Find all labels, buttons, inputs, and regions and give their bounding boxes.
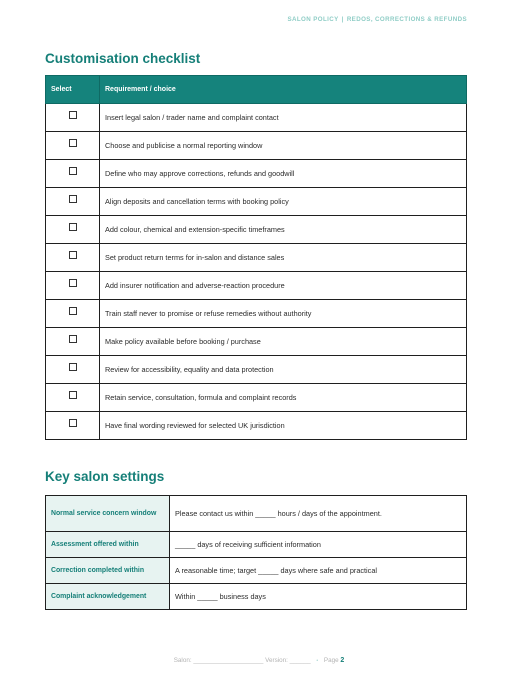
checklist-body <box>46 104 467 440</box>
checklist-row <box>46 104 467 132</box>
select-cell <box>46 356 100 384</box>
checklist-row <box>46 328 467 356</box>
select-cell <box>46 384 100 412</box>
checklist-row <box>46 384 467 412</box>
requirement-text: Insert legal salon / trader name and complaint contact <box>100 104 467 132</box>
setting-value: A reasonable time; target _____ days where safe and practical <box>170 558 467 584</box>
requirement-text: Choose and publicise a normal reporting window <box>100 132 467 160</box>
requirement-text: Set product return terms for in-salon and distance sales <box>100 244 467 272</box>
select-cell <box>46 300 100 328</box>
checklist-row <box>46 300 467 328</box>
checkbox-icon[interactable] <box>69 167 77 175</box>
checkbox-icon[interactable] <box>69 251 77 259</box>
requirement-text: Retain service, consultation, formula and complaint records <box>100 384 467 412</box>
checklist-row <box>46 216 467 244</box>
select-cell <box>46 216 100 244</box>
checklist-row <box>46 160 467 188</box>
setting-label: Complaint acknowledgement <box>46 584 170 610</box>
settings-row <box>46 558 467 584</box>
checklist-row <box>46 188 467 216</box>
footer-bullet: • <box>316 658 319 664</box>
requirement-text: Align deposits and cancellation terms with booking policy <box>100 188 467 216</box>
requirement-text: Make policy available before booking / purchase <box>100 328 467 356</box>
requirement-text: Add insurer notification and adverse-reaction procedure <box>100 272 467 300</box>
page-footer <box>0 657 518 664</box>
checkbox-icon[interactable] <box>69 279 77 287</box>
header-right: REDOS, CORRECTIONS & REFUNDS <box>346 16 467 23</box>
checklist-row <box>46 356 467 384</box>
checkbox-icon[interactable] <box>69 111 77 119</box>
footer-page-number: 2 <box>340 657 345 664</box>
setting-label: Assessment offered within <box>46 532 170 558</box>
settings-body <box>46 496 467 610</box>
select-column-header: Select <box>46 76 100 104</box>
requirement-text: Add colour, chemical and extension-specific timeframes <box>100 216 467 244</box>
select-cell <box>46 188 100 216</box>
requirement-text: Review for accessibility, equality and data protection <box>100 356 467 384</box>
setting-label: Normal service concern window <box>46 496 170 532</box>
checkbox-icon[interactable] <box>69 307 77 315</box>
requirement-text: Train staff never to promise or refuse remedies without authority <box>100 300 467 328</box>
checklist-row <box>46 132 467 160</box>
running-header <box>287 16 467 23</box>
header-left: SALON POLICY <box>287 16 339 23</box>
checkbox-icon[interactable] <box>69 391 77 399</box>
select-cell <box>46 244 100 272</box>
checklist-row <box>46 272 467 300</box>
setting-value: Please contact us within _____ hours / days of the appointment. <box>170 496 467 532</box>
footer-salon: Salon: ____________________ <box>173 657 264 664</box>
select-cell <box>46 328 100 356</box>
settings-row <box>46 532 467 558</box>
select-cell <box>46 160 100 188</box>
select-cell <box>46 412 100 440</box>
checkbox-icon[interactable] <box>69 419 77 427</box>
footer-page-label: Page <box>323 657 339 664</box>
settings-row <box>46 496 467 532</box>
checklist-row <box>46 244 467 272</box>
checkbox-icon[interactable] <box>69 223 77 231</box>
checklist-header-row <box>46 76 467 104</box>
checkbox-icon[interactable] <box>69 335 77 343</box>
setting-label: Correction completed within <box>46 558 170 584</box>
footer-version: Version: ______ <box>265 657 311 664</box>
checkbox-icon[interactable] <box>69 139 77 147</box>
select-cell <box>46 272 100 300</box>
checklist-heading: Customisation checklist <box>45 51 201 66</box>
setting-value: _____ days of receiving sufficient information <box>170 532 467 558</box>
key-settings-table <box>45 495 467 610</box>
requirement-text: Define who may approve corrections, refunds and goodwill <box>100 160 467 188</box>
checklist-row <box>46 412 467 440</box>
requirement-text: Have final wording reviewed for selected UK jurisdiction <box>100 412 467 440</box>
checkbox-icon[interactable] <box>69 363 77 371</box>
setting-value: Within _____ business days <box>170 584 467 610</box>
select-cell <box>46 132 100 160</box>
settings-heading: Key salon settings <box>45 469 165 484</box>
checkbox-icon[interactable] <box>69 195 77 203</box>
requirement-column-header: Requirement / choice <box>100 76 467 104</box>
settings-row <box>46 584 467 610</box>
customisation-checklist-table <box>45 75 467 440</box>
select-cell <box>46 104 100 132</box>
header-separator: | <box>341 16 344 23</box>
